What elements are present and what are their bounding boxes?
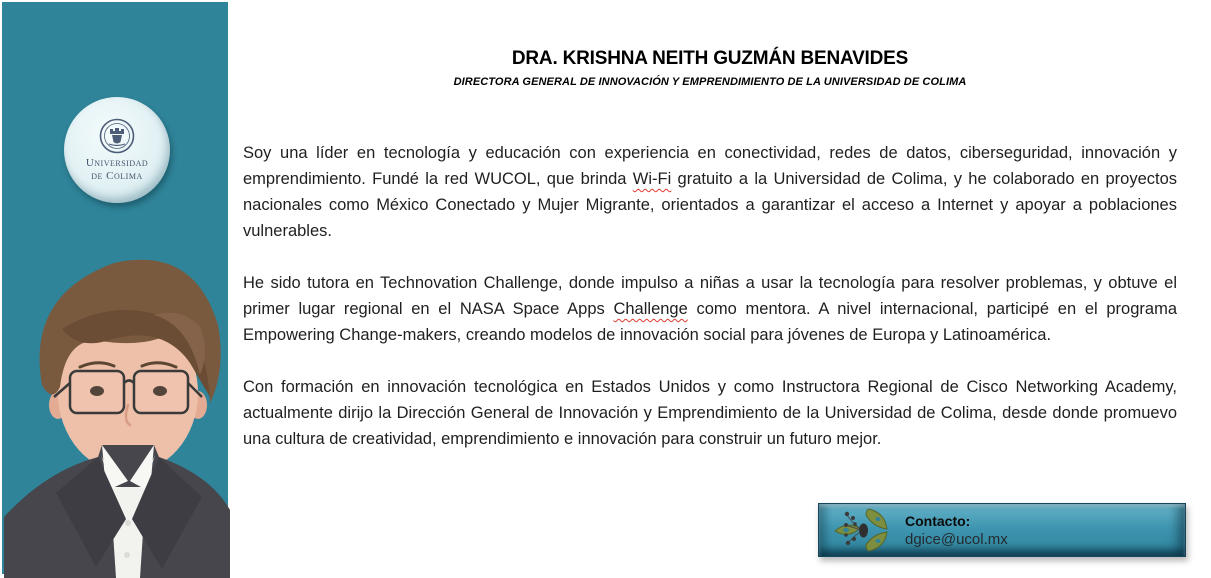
bio-text-segment: como mentora. A nivel internacional, participé en el programa Empowering Change-makers, creando modelos de innovación social para jóvenes de Europa y Latinoamérica. xyxy=(243,300,1177,344)
portrait-photo xyxy=(4,255,230,578)
bio-paragraph xyxy=(243,374,1177,452)
misspelled-word: Challenge xyxy=(613,300,688,318)
bio-text-segment: Soy una líder en tecnología y educación con experiencia en conectividad, redes de datos, ciberseguridad, innovación y emprendimiento. Fundé la red WUCOL, que brinda xyxy=(243,144,1177,188)
page-title: DRA. KRISHNA NEITH GUZMÁN BENAVIDES xyxy=(511,48,909,69)
biography-text xyxy=(243,140,1177,478)
header xyxy=(243,48,1177,88)
misspelled-word: Wi-Fi xyxy=(632,170,672,188)
page-subtitle: DIRECTORA GENERAL DE INNOVACIÓN Y EMPRENDIMIENTO DE LA UNIVERSIDAD DE COLIMA xyxy=(453,76,967,88)
contact-box xyxy=(818,503,1186,557)
bio-text-segment: Con formación en innovación tecnológica en Estados Unidos y como Instructora Regional de Cisco Networking Academy, actualmente dirijo la Dirección General de Innovación y Emprendimiento de la Universidad de Colima, desde donde promuevo una cultura de creatividad, emprendimiento e innovación para construir un futuro mejor. xyxy=(243,378,1177,448)
universidad-de-colima-seal-icon xyxy=(98,117,136,155)
bio-text-segment: gratuito a la Universidad de Colima, y he colaborado en proyectos nacionales como México Conectado y Mujer Migrante, orientados a garantizar el acceso a Internet y apoyar a poblaciones vulnerables. xyxy=(243,170,1178,240)
bio-text-segment: He sido tutora en Technovation Challenge, donde impulso a niñas a usar la tecnología para resolver problemas, y obtuve el primer lugar regional en el NASA Space Apps xyxy=(243,274,1177,318)
bio-paragraph xyxy=(243,140,1177,244)
sidebar-panel xyxy=(2,2,228,574)
contact-label: Contacto: xyxy=(905,512,971,529)
university-logo-line1: Universidad xyxy=(85,157,149,169)
university-logo-line2: de Colima xyxy=(91,170,143,182)
bio-paragraph xyxy=(243,270,1177,348)
dgice-plant-logo-icon xyxy=(833,507,895,553)
contact-email-link[interactable]: dgice@ucol.mx xyxy=(905,530,1008,548)
university-logo-badge xyxy=(64,97,170,203)
